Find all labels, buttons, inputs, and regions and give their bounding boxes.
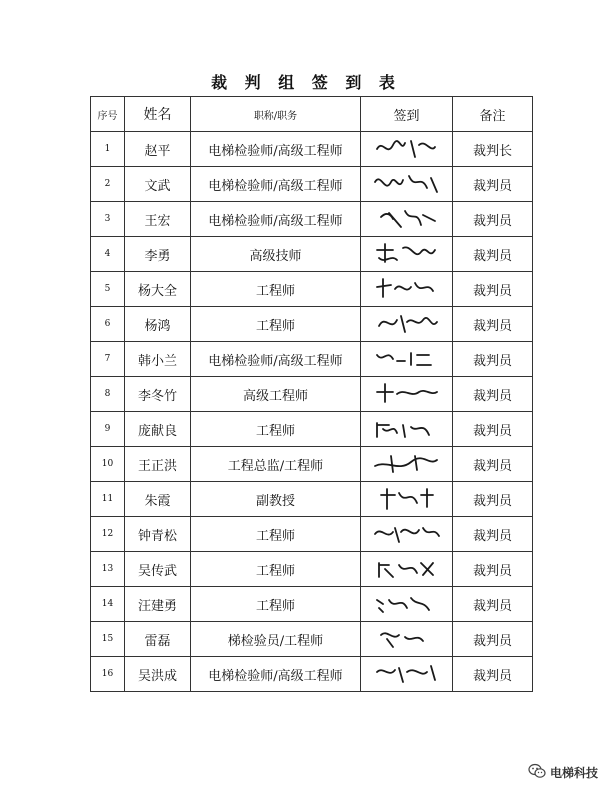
row-title: 工程师 xyxy=(191,412,361,447)
watermark-text: 电梯科技 xyxy=(549,766,598,780)
table-row xyxy=(91,587,533,622)
row-title: 工程师 xyxy=(191,552,361,587)
row-number: 4 xyxy=(91,237,125,272)
row-name: 吴传武 xyxy=(125,552,191,587)
row-note: 裁判员 xyxy=(453,377,533,412)
row-note: 裁判员 xyxy=(453,622,533,657)
row-number: 13 xyxy=(91,552,125,587)
signature xyxy=(361,552,453,587)
row-name: 汪建勇 xyxy=(125,587,191,622)
signature xyxy=(361,622,453,657)
row-title: 电梯检验师/高级工程师 xyxy=(191,132,361,167)
row-title: 高级技师 xyxy=(191,237,361,272)
signature xyxy=(361,237,453,272)
row-name: 杨鸿 xyxy=(125,307,191,342)
row-name: 杨大全 xyxy=(125,272,191,307)
row-name: 吴洪成 xyxy=(125,657,191,692)
header-note: 备注 xyxy=(453,97,533,132)
table-row xyxy=(91,377,533,412)
row-name: 钟青松 xyxy=(125,517,191,552)
row-title: 工程总监/工程师 xyxy=(191,447,361,482)
page-title: 裁 判 组 签 到 表 xyxy=(211,73,401,92)
signature-scribble xyxy=(371,660,443,688)
table-row xyxy=(91,342,533,377)
row-title: 高级工程师 xyxy=(191,377,361,412)
signature xyxy=(361,447,453,482)
row-number: 1 xyxy=(91,132,125,167)
row-note: 裁判员 xyxy=(453,237,533,272)
row-number: 16 xyxy=(91,657,125,692)
signature-scribble xyxy=(371,170,443,198)
signature-scribble xyxy=(371,590,443,618)
row-number: 3 xyxy=(91,202,125,237)
row-title: 梯检验员/工程师 xyxy=(191,622,361,657)
header-sign: 签到 xyxy=(361,97,453,132)
table-row xyxy=(91,307,533,342)
table-row xyxy=(91,447,533,482)
row-name: 王宏 xyxy=(125,202,191,237)
signature-scribble xyxy=(371,310,443,338)
table-row xyxy=(91,657,533,692)
row-name: 庞献良 xyxy=(125,412,191,447)
row-note: 裁判员 xyxy=(453,167,533,202)
row-title: 副教授 xyxy=(191,482,361,517)
table-row xyxy=(91,517,533,552)
table-row xyxy=(91,167,533,202)
row-title: 工程师 xyxy=(191,307,361,342)
signature-scribble xyxy=(371,520,443,548)
row-name: 雷磊 xyxy=(125,622,191,657)
row-note: 裁判员 xyxy=(453,307,533,342)
signature-scribble xyxy=(371,205,443,233)
row-title: 电梯检验师/高级工程师 xyxy=(191,657,361,692)
row-number: 12 xyxy=(91,517,125,552)
wechat-icon xyxy=(528,763,546,782)
signature xyxy=(361,342,453,377)
signature xyxy=(361,657,453,692)
table-row xyxy=(91,132,533,167)
row-name: 王正洪 xyxy=(125,447,191,482)
table-row xyxy=(91,482,533,517)
signature-scribble xyxy=(371,625,443,653)
signature-scribble xyxy=(371,380,443,408)
table-header-row xyxy=(91,97,533,132)
row-title: 工程师 xyxy=(191,587,361,622)
row-name: 李勇 xyxy=(125,237,191,272)
signature xyxy=(361,202,453,237)
row-note: 裁判员 xyxy=(453,587,533,622)
row-note: 裁判员 xyxy=(453,552,533,587)
row-number: 8 xyxy=(91,377,125,412)
row-note: 裁判员 xyxy=(453,657,533,692)
signature xyxy=(361,377,453,412)
signature-scribble xyxy=(371,135,443,163)
signature xyxy=(361,482,453,517)
row-name: 朱霞 xyxy=(125,482,191,517)
row-note: 裁判员 xyxy=(453,202,533,237)
row-number: 10 xyxy=(91,447,125,482)
table-row xyxy=(91,237,533,272)
table-row xyxy=(91,202,533,237)
row-number: 15 xyxy=(91,622,125,657)
header-title: 职称/职务 xyxy=(191,97,361,132)
signature xyxy=(361,587,453,622)
table-row xyxy=(91,412,533,447)
signature-scribble xyxy=(371,450,443,478)
row-number: 14 xyxy=(91,587,125,622)
row-title: 工程师 xyxy=(191,517,361,552)
row-note: 裁判员 xyxy=(453,447,533,482)
row-title: 电梯检验师/高级工程师 xyxy=(191,167,361,202)
signature xyxy=(361,272,453,307)
table-row xyxy=(91,552,533,587)
row-name: 韩小兰 xyxy=(125,342,191,377)
header-no: 序号 xyxy=(91,97,125,132)
signature-scribble xyxy=(371,415,443,443)
watermark xyxy=(528,763,598,782)
row-name: 文武 xyxy=(125,167,191,202)
signature-scribble xyxy=(371,240,443,268)
signature xyxy=(361,412,453,447)
row-note: 裁判员 xyxy=(453,517,533,552)
row-name: 赵平 xyxy=(125,132,191,167)
signature-scribble xyxy=(371,275,443,303)
row-number: 6 xyxy=(91,307,125,342)
signature xyxy=(361,132,453,167)
row-note: 裁判员 xyxy=(453,412,533,447)
signature xyxy=(361,167,453,202)
row-number: 2 xyxy=(91,167,125,202)
row-number: 5 xyxy=(91,272,125,307)
row-title: 电梯检验师/高级工程师 xyxy=(191,342,361,377)
table-row xyxy=(91,622,533,657)
sign-in-table xyxy=(90,96,533,692)
row-title: 电梯检验师/高级工程师 xyxy=(191,202,361,237)
signature xyxy=(361,307,453,342)
row-title: 工程师 xyxy=(191,272,361,307)
row-number: 9 xyxy=(91,412,125,447)
row-note: 裁判员 xyxy=(453,482,533,517)
row-number: 7 xyxy=(91,342,125,377)
row-number: 11 xyxy=(91,482,125,517)
row-note: 裁判员 xyxy=(453,272,533,307)
signature xyxy=(361,517,453,552)
table-row xyxy=(91,272,533,307)
header-name: 姓名 xyxy=(125,97,191,132)
signature-scribble xyxy=(371,485,443,513)
signature-scribble xyxy=(371,345,443,373)
row-note: 裁判员 xyxy=(453,342,533,377)
row-name: 李冬竹 xyxy=(125,377,191,412)
row-note: 裁判长 xyxy=(453,132,533,167)
signature-scribble xyxy=(371,555,443,583)
